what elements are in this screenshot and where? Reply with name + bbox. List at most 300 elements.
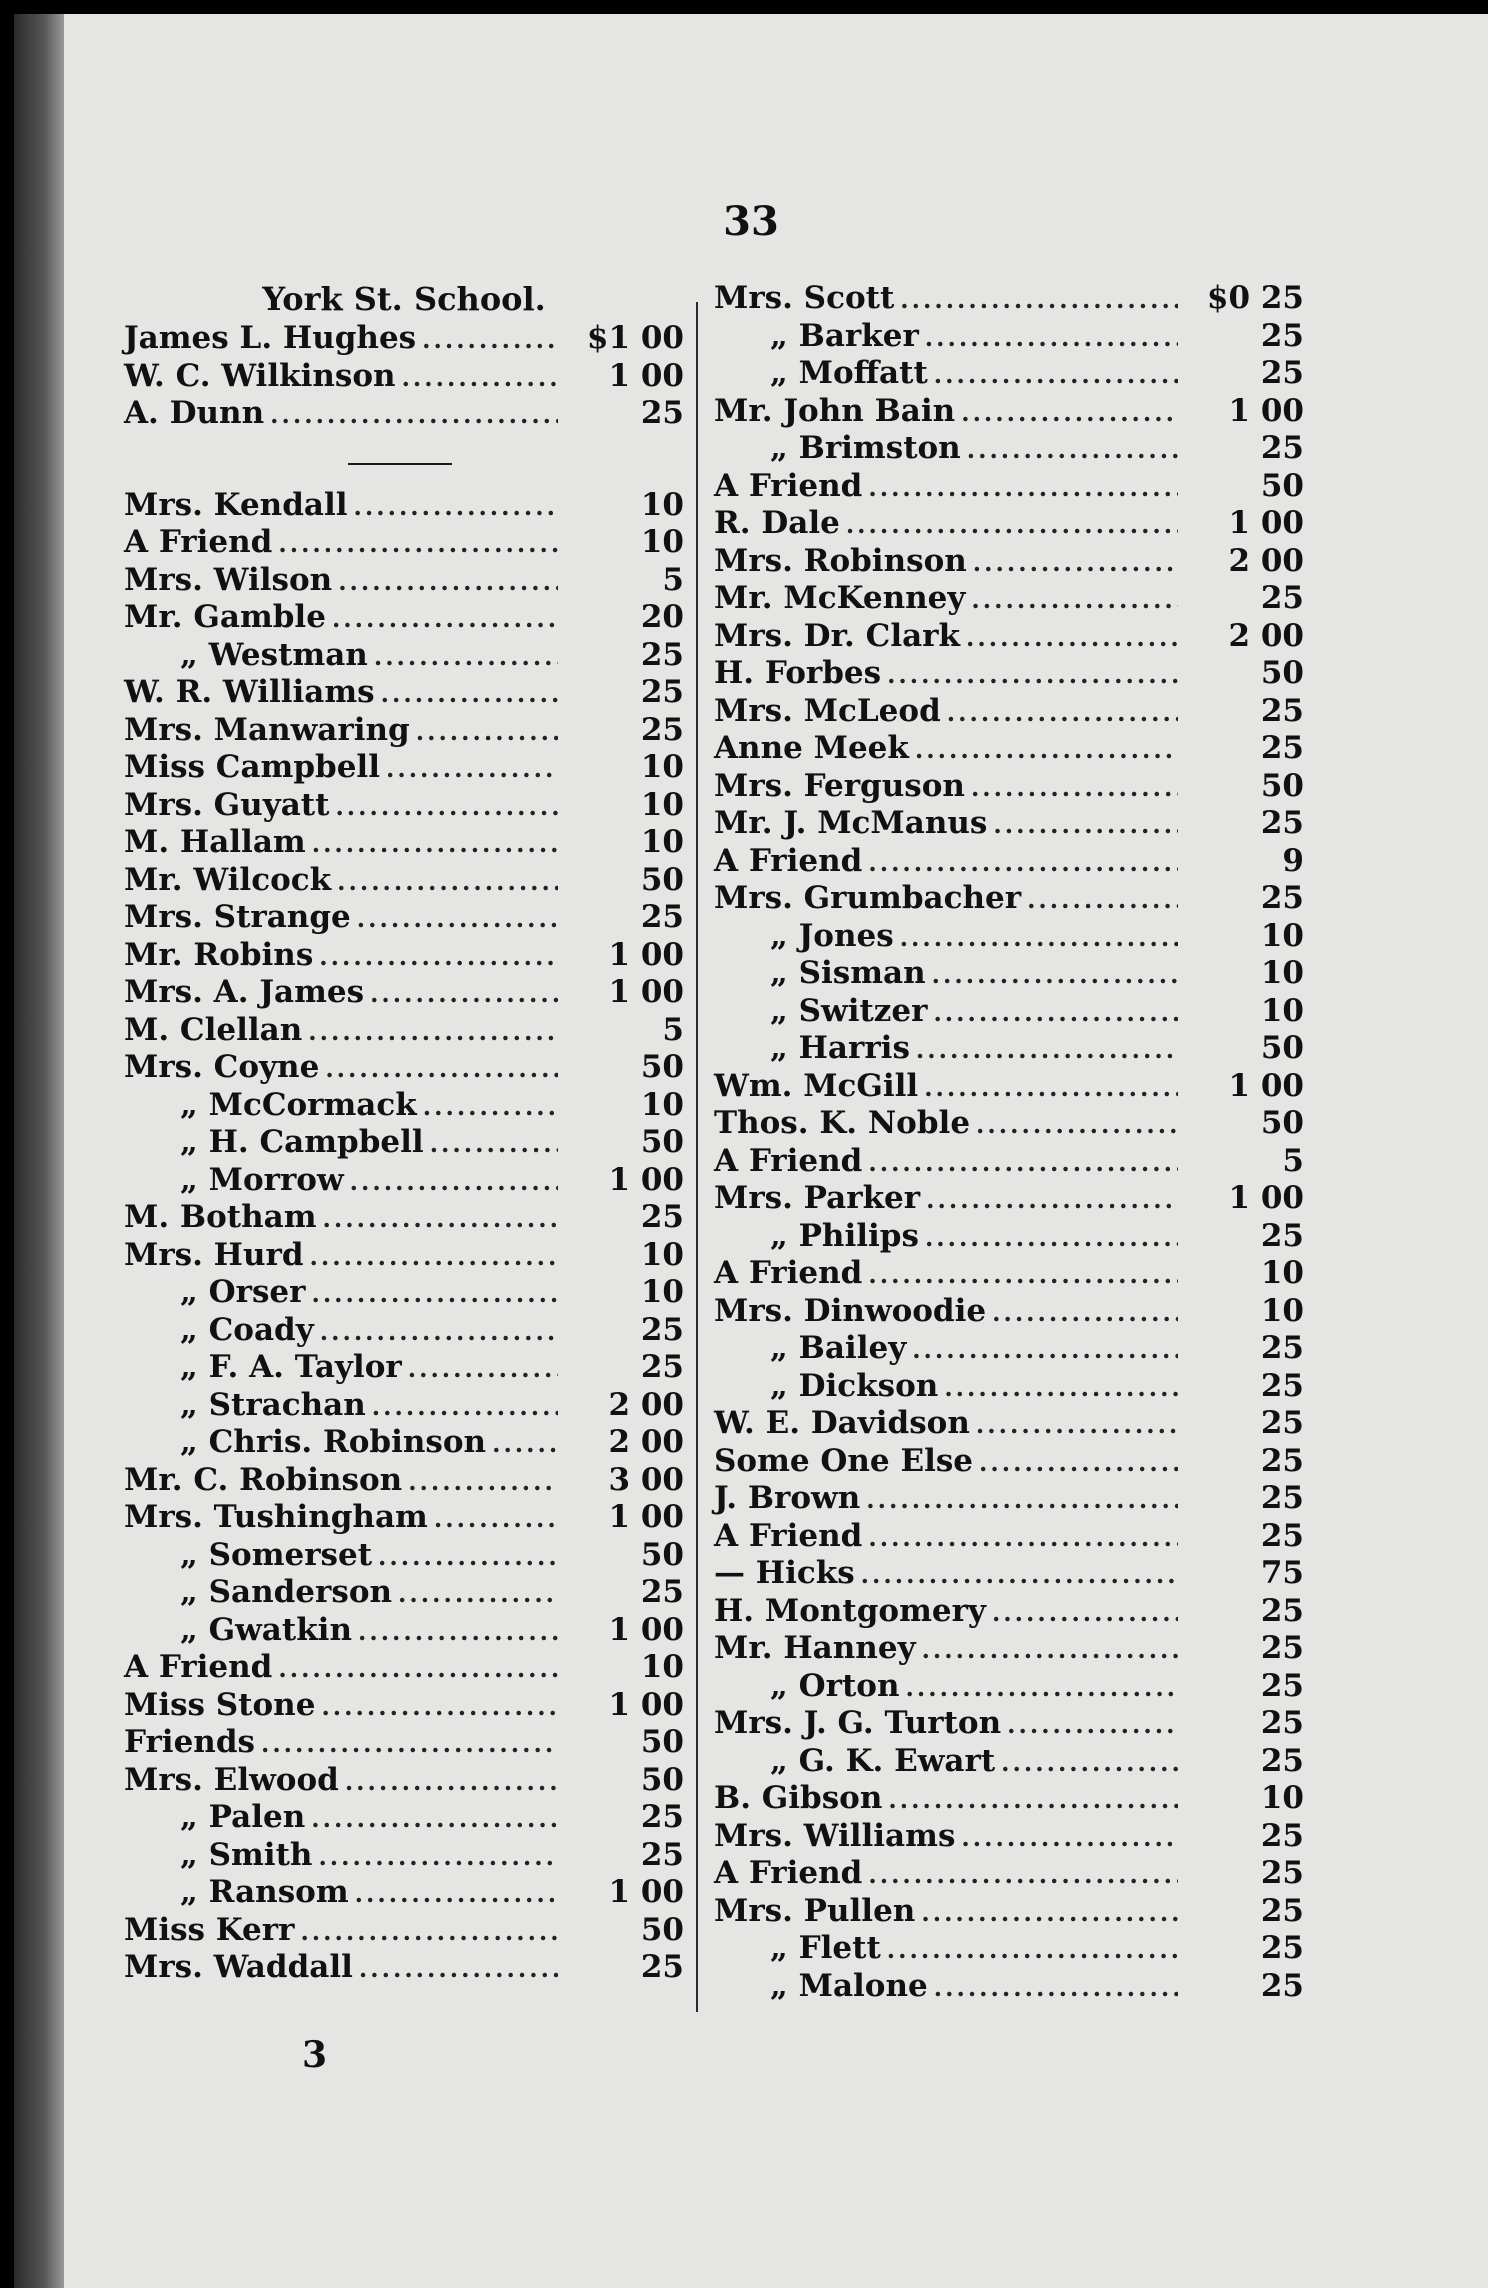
subscriber-row (714, 505, 1304, 543)
subscriber-name: Mrs. Tushingham (124, 1499, 428, 1535)
leader-dots (944, 1373, 1178, 1402)
subscriber-name: A Friend (714, 1142, 863, 1179)
subscriber-row (124, 1612, 684, 1650)
subscriber-row (124, 1462, 684, 1500)
subscription-amount: 10 (1260, 992, 1304, 1029)
subscriber-name: „ Orton (770, 1667, 900, 1704)
leader-dots (319, 942, 558, 971)
leader-dots (278, 1654, 558, 1683)
subscriber-name: A Friend (714, 1255, 863, 1291)
subscriber-name: „ Harris (770, 1030, 910, 1066)
subscriber-row (124, 637, 684, 675)
leader-dots (350, 1167, 558, 1196)
leader-dots (934, 1973, 1178, 2002)
leader-dots (868, 473, 1178, 502)
leader-dots (345, 1767, 558, 1796)
subscriber-row (124, 1687, 684, 1725)
leader-dots (374, 642, 558, 671)
subscriber-row (124, 937, 684, 975)
leader-dots (358, 1617, 558, 1646)
subscription-amount: 25 (1260, 1930, 1304, 1966)
subscriber-name: Mrs. Dr. Clark (714, 617, 960, 654)
subscriber-row (714, 768, 1304, 806)
subscriber-row (714, 880, 1304, 918)
subscriber-row (714, 693, 1304, 731)
subscriber-name: James L. Hughes (124, 320, 417, 356)
subscription-amount: 10 (640, 1236, 684, 1273)
subscription-amount: 25 (640, 899, 684, 935)
subscription-amount: 25 (1260, 1817, 1304, 1854)
subscription-amount: 25 (1260, 430, 1304, 466)
subscriber-name: A. Dunn (124, 395, 265, 431)
subscription-amount: 9 (1282, 842, 1304, 879)
subscription-amount: 25 (1260, 1217, 1304, 1254)
leader-dots (378, 1542, 558, 1571)
subscriber-row (124, 562, 684, 600)
leader-dots (422, 325, 558, 354)
leader-dots (922, 1635, 1178, 1664)
subscription-amount: 25 (1260, 1480, 1304, 1516)
subscription-amount: 1 00 (608, 1686, 684, 1723)
subscription-amount: 25 (1260, 1855, 1304, 1891)
subscriber-name: Mr. Robins (124, 936, 314, 973)
subscriber-row (124, 395, 684, 433)
section-rule (348, 463, 452, 465)
subscription-amount: 25 (1260, 1667, 1304, 1704)
leader-dots (912, 1335, 1178, 1364)
leader-dots (966, 623, 1178, 652)
leader-dots (887, 1935, 1178, 1964)
subscriber-name: H. Forbes (714, 655, 882, 691)
leader-dots (868, 1860, 1178, 1889)
subscription-amount: 10 (640, 1274, 684, 1310)
subscriber-row (124, 862, 684, 900)
subscription-amount: 2 00 (608, 1424, 684, 1460)
subscriber-name: Mrs. Pullen (714, 1892, 916, 1929)
subscription-amount: 50 (1260, 767, 1304, 804)
subscriber-row (124, 1349, 684, 1387)
subscription-amount: 25 (1260, 580, 1304, 616)
subscriber-row (714, 805, 1304, 843)
subscriber-list-right (714, 280, 1304, 2005)
subscriber-row (124, 1762, 684, 1800)
subscription-amount: 25 (1260, 1592, 1304, 1629)
right-column (714, 280, 1304, 2005)
leader-dots (925, 323, 1178, 352)
subscriber-name: A Friend (124, 1649, 273, 1685)
subscriber-name: „ Smith (180, 1836, 313, 1873)
subscriber-row (714, 355, 1304, 393)
column-divider (696, 302, 698, 2012)
subscriber-row (124, 599, 684, 637)
subscription-amount: 1 00 (1228, 505, 1304, 541)
subscription-amount: 25 (1260, 692, 1304, 729)
subscription-amount: 50 (640, 1761, 684, 1798)
subscriber-name: A Friend (714, 1517, 863, 1554)
subscriber-name: A Friend (714, 1855, 863, 1891)
subscriber-name: „ Malone (770, 1967, 928, 2004)
subscriber-row (124, 1499, 684, 1537)
leader-dots (846, 510, 1178, 539)
leader-dots (355, 1879, 558, 1908)
subscriber-row (124, 1049, 684, 1087)
subscriber-name: Some One Else (714, 1442, 974, 1479)
subscriber-name: „ G. K. Ewart (770, 1742, 996, 1779)
subscriber-name: Mrs. Ferguson (714, 767, 965, 804)
subscriber-name: „ Brimston (770, 430, 961, 466)
subscriber-name: „ Switzer (770, 992, 928, 1029)
subscription-amount: $0 25 (1206, 280, 1304, 316)
subscription-amount: 10 (1260, 1255, 1304, 1291)
subscription-amount: 1 00 (1228, 392, 1304, 429)
subscriber-name: M. Botham (124, 1199, 317, 1235)
subscription-amount: 25 (1260, 1742, 1304, 1779)
subscription-amount: 25 (1260, 1630, 1304, 1666)
leader-dots (311, 1804, 558, 1833)
subscriber-row (714, 468, 1304, 506)
subscriber-name: Mr. J. McManus (714, 805, 988, 841)
subscriber-name: Mr. Gamble (124, 599, 326, 635)
subscriber-row (714, 730, 1304, 768)
subscriber-name: „ Chris. Robinson (180, 1424, 487, 1460)
leader-dots (332, 604, 558, 633)
leader-dots (308, 1017, 558, 1046)
subscription-amount: 25 (640, 1311, 684, 1348)
leader-dots (278, 529, 558, 558)
leader-dots (325, 1054, 558, 1083)
leader-dots (416, 717, 558, 746)
leader-dots (924, 1073, 1178, 1102)
subscriber-row (714, 1143, 1304, 1181)
subscriber-row (124, 1649, 684, 1687)
subscriber-row (124, 1124, 684, 1162)
leader-dots (372, 1392, 558, 1421)
subscription-amount: 25 (640, 1949, 684, 1985)
leader-dots (370, 979, 558, 1008)
subscriber-name: Mrs. McLeod (714, 692, 941, 729)
subscription-amount: 2 00 (1228, 542, 1304, 579)
subscriber-name: A Friend (714, 467, 863, 504)
subscription-amount: 50 (1260, 1030, 1304, 1066)
subscriber-name: Mrs. Waddall (124, 1949, 353, 1985)
subscriber-row (124, 1237, 684, 1275)
subscriber-row (714, 993, 1304, 1031)
leader-dots (888, 1785, 1178, 1814)
subscriber-name: Mrs. Parker (714, 1180, 921, 1216)
leader-dots (934, 360, 1178, 389)
leader-dots (979, 1448, 1178, 1477)
subscriber-row (124, 1162, 684, 1200)
leader-dots (932, 960, 1178, 989)
subscription-amount: 25 (1260, 880, 1304, 916)
leader-dots (398, 1579, 558, 1608)
subscriber-row (124, 1424, 684, 1462)
subscription-amount: 10 (640, 524, 684, 560)
leader-dots (976, 1110, 1178, 1139)
subscriber-row (124, 824, 684, 862)
page-number: 33 (723, 198, 779, 245)
subscription-amount: 25 (1260, 1330, 1304, 1366)
leader-dots (887, 660, 1178, 689)
leader-dots (338, 567, 558, 596)
leader-dots (357, 904, 558, 933)
subscription-amount: 25 (1260, 730, 1304, 766)
subscriber-row (124, 1012, 684, 1050)
subscriber-name: Mrs. J. G. Turton (714, 1705, 1002, 1741)
subscriber-row (124, 487, 684, 525)
subscriber-row (714, 1030, 1304, 1068)
subscription-amount: 10 (640, 786, 684, 823)
subscriber-name: „ Sanderson (180, 1574, 393, 1610)
subscription-amount: 10 (640, 1086, 684, 1123)
leader-dots (261, 1729, 558, 1758)
subscription-amount: 50 (640, 1724, 684, 1760)
subscriber-name: Mrs. A. James (124, 974, 365, 1010)
leader-dots (337, 867, 558, 896)
subscriber-row (124, 974, 684, 1012)
subscriber-row (714, 1930, 1304, 1968)
subscription-amount: 50 (1260, 1105, 1304, 1141)
subscriber-name: Miss Campbell (124, 749, 380, 785)
leader-dots (434, 1504, 558, 1533)
subscription-amount: 25 (640, 674, 684, 710)
subscriber-name: Thos. K. Noble (714, 1105, 971, 1141)
subscription-amount: 25 (1260, 805, 1304, 841)
subscriber-name: Mrs. Grumbacher (714, 880, 1022, 916)
leader-dots (1001, 1748, 1178, 1777)
subscriber-row (124, 1087, 684, 1125)
leader-dots (402, 363, 558, 392)
subscriber-row (714, 318, 1304, 356)
leader-dots (906, 1673, 1179, 1702)
leader-dots (915, 735, 1178, 764)
subscription-amount: 25 (640, 711, 684, 748)
leader-dots (925, 1223, 1178, 1252)
subscriber-name: „ Moffatt (770, 355, 928, 391)
subscription-amount: 1 00 (608, 974, 684, 1010)
subscription-amount: 1 00 (608, 936, 684, 973)
subscriber-row (124, 1274, 684, 1312)
subscriber-name: Wm. McGill (714, 1067, 919, 1104)
leader-dots (868, 848, 1178, 877)
subscriber-row (714, 1818, 1304, 1856)
leader-dots (359, 1954, 558, 1983)
subscriber-row (714, 1968, 1304, 2006)
subscriber-name: Mrs. Scott (714, 280, 895, 316)
subscriber-row (714, 1293, 1304, 1331)
subscriber-row (124, 1837, 684, 1875)
leader-dots (971, 773, 1178, 802)
subscription-amount: 50 (640, 861, 684, 898)
leader-dots (900, 285, 1178, 314)
left-column (124, 280, 684, 1987)
leader-dots (321, 1692, 558, 1721)
leader-dots (381, 679, 558, 708)
subscription-amount: 25 (640, 1836, 684, 1873)
subscriber-name: M. Hallam (124, 824, 306, 860)
subscription-amount: 25 (640, 1199, 684, 1235)
leader-dots (900, 923, 1178, 952)
subscriber-name: „ Dickson (770, 1367, 939, 1404)
subscriber-row (714, 1630, 1304, 1668)
leader-dots (354, 492, 558, 521)
subscriber-name: W. E. Davidson (714, 1405, 970, 1441)
subscription-amount: 1 00 (1228, 1180, 1304, 1216)
leader-dots (423, 1092, 558, 1121)
subscriber-name: „ Palen (180, 1799, 306, 1835)
subscription-amount: 50 (640, 1536, 684, 1573)
subscriber-row (714, 1555, 1304, 1593)
subscriber-name: Mrs. Wilson (124, 561, 333, 598)
subscriber-row (124, 1949, 684, 1987)
subscription-amount: 2 00 (608, 1386, 684, 1423)
subscriber-name: „ Morrow (180, 1161, 344, 1198)
subscriber-row (124, 320, 684, 358)
subscriber-name: Mrs. Guyatt (124, 786, 330, 823)
subscriber-row (714, 1255, 1304, 1293)
subscriber-row (124, 899, 684, 937)
subscriber-name: „ Strachan (180, 1386, 366, 1423)
subscription-amount: 25 (1260, 1705, 1304, 1741)
subscriber-row (124, 749, 684, 787)
leader-dots (992, 1298, 1178, 1327)
leader-dots (933, 998, 1178, 1027)
subscriber-name: „ Coady (180, 1311, 314, 1348)
subscriber-name: Mrs. Elwood (124, 1761, 339, 1798)
subscriber-row (124, 1312, 684, 1350)
leader-dots (310, 1242, 558, 1271)
subscriber-row (124, 1199, 684, 1237)
subscription-amount: 10 (1260, 917, 1304, 954)
leader-dots (311, 1279, 558, 1308)
subscription-amount: 1 00 (608, 357, 684, 394)
leader-dots (971, 585, 1178, 614)
subscriber-row (714, 1443, 1304, 1481)
subscriber-name: Mrs. Hurd (124, 1236, 304, 1273)
subscriber-name: H. Montgomery (714, 1592, 986, 1629)
leader-dots (1027, 885, 1178, 914)
leader-dots (320, 1317, 558, 1346)
subscriber-name: „ Orser (180, 1274, 306, 1310)
signature-mark: 3 (302, 2034, 328, 2076)
subscriber-name: „ Barker (770, 317, 919, 354)
leader-dots (961, 398, 1178, 427)
leader-dots (408, 1467, 558, 1496)
subscription-amount: 50 (640, 1049, 684, 1085)
subscriber-name: Mr. McKenney (714, 580, 966, 616)
subscriber-row (714, 655, 1304, 693)
document-page (14, 14, 1488, 2288)
subscriber-row (714, 1068, 1304, 1106)
subscriber-row (714, 1705, 1304, 1743)
subscriber-name: Friends (124, 1724, 255, 1760)
leader-dots (947, 698, 1178, 727)
leader-dots (868, 1523, 1178, 1552)
subscriber-name: Mrs. Kendall (124, 486, 348, 523)
subscriber-row (714, 1330, 1304, 1368)
leader-dots (973, 548, 1178, 577)
subscriber-name: Miss Stone (124, 1686, 316, 1723)
subscriber-name: „ McCormack (180, 1086, 417, 1123)
leader-dots (323, 1204, 558, 1233)
subscriber-name: W. C. Wilkinson (124, 357, 396, 394)
subscriber-name: „ Gwatkin (180, 1611, 352, 1648)
subscriber-row (124, 1874, 684, 1912)
subscription-amount: 50 (640, 1124, 684, 1160)
subscriber-row (714, 1105, 1304, 1143)
subscriber-name: Mrs. Williams (714, 1817, 956, 1854)
subscription-amount: 10 (640, 749, 684, 785)
subscriber-name: A Friend (124, 524, 273, 560)
subscriber-name: A Friend (714, 842, 863, 879)
subscriber-name: Mrs. Robinson (714, 542, 967, 579)
subscriber-row (714, 1180, 1304, 1218)
subscriber-row (714, 1593, 1304, 1631)
subscription-amount: 25 (640, 1349, 684, 1385)
subscriber-name: J. Brown (714, 1480, 861, 1516)
leader-dots (961, 1823, 1178, 1852)
subscriber-row (714, 1480, 1304, 1518)
leader-dots (992, 1598, 1178, 1627)
subscription-amount: 25 (1260, 317, 1304, 354)
subscription-amount: 1 00 (608, 1499, 684, 1535)
subscriber-row (124, 524, 684, 562)
subscription-amount: 25 (1260, 1367, 1304, 1404)
leader-dots (868, 1148, 1178, 1177)
subscription-amount: 50 (1260, 655, 1304, 691)
subscriber-name: „ Westman (180, 636, 368, 673)
subscriber-row (714, 1368, 1304, 1406)
subscription-amount: 3 00 (608, 1461, 684, 1498)
subscriber-row (714, 1893, 1304, 1931)
leader-dots (921, 1898, 1178, 1927)
subscriber-row (124, 1912, 684, 1950)
subscription-amount: 5 (1282, 1142, 1304, 1179)
leader-dots (916, 1035, 1178, 1064)
subscriber-name: „ Flett (770, 1930, 881, 1966)
leader-dots (492, 1429, 558, 1458)
subscriber-row (714, 1855, 1304, 1893)
subscriber-list-school (124, 320, 684, 433)
leader-dots (1007, 1710, 1178, 1739)
subscriber-name: Mrs. Coyne (124, 1049, 320, 1085)
subscriber-name: „ Jones (770, 917, 894, 954)
subscriber-name: — Hicks (714, 1555, 855, 1591)
leader-dots (976, 1410, 1178, 1439)
subscriber-name: Mrs. Manwaring (124, 711, 410, 748)
leader-dots (335, 792, 558, 821)
subscriber-name: Miss Kerr (124, 1911, 295, 1948)
subscriber-row (714, 1218, 1304, 1256)
subscription-amount: 10 (640, 1649, 684, 1685)
subscriber-row (124, 1574, 684, 1612)
subscriber-name: Mr. Wilcock (124, 861, 332, 898)
subscription-amount: 5 (662, 561, 684, 598)
subscriber-row (714, 580, 1304, 618)
subscription-amount: 20 (640, 599, 684, 635)
leader-dots (300, 1917, 558, 1946)
subscription-amount: 10 (640, 824, 684, 860)
subscriber-name: „ Ransom (180, 1874, 349, 1910)
subscriber-row (714, 430, 1304, 468)
subscriber-name: Mr. Hanney (714, 1630, 916, 1666)
subscriber-name: „ Bailey (770, 1330, 907, 1366)
subscription-amount: 10 (640, 486, 684, 523)
subscriber-row (124, 1724, 684, 1762)
subscription-amount: 25 (1260, 1892, 1304, 1929)
subscriber-row (714, 393, 1304, 431)
leader-dots (408, 1354, 558, 1383)
